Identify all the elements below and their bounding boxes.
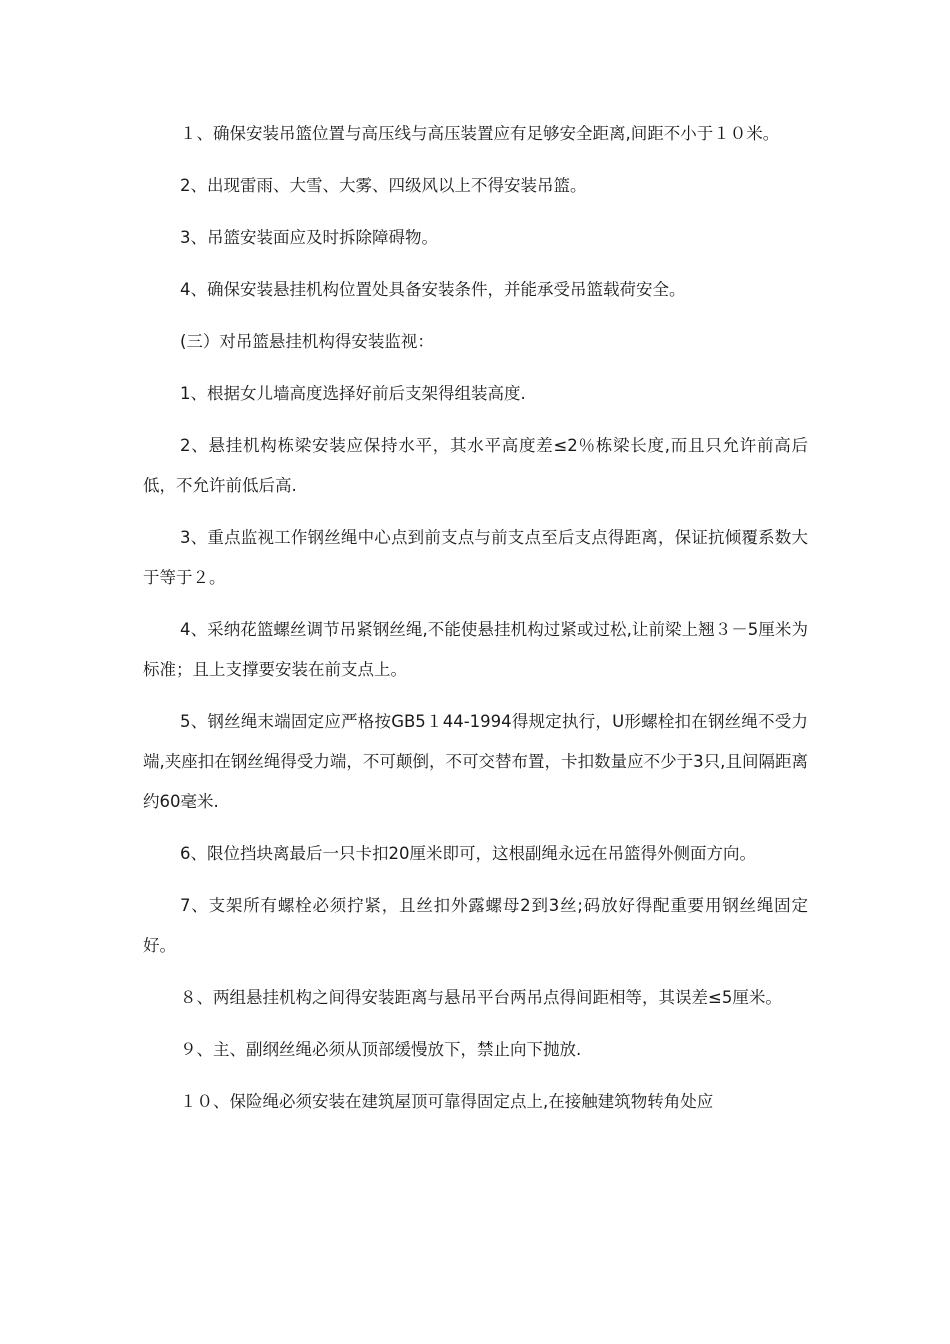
paragraph-5: 1、根据女儿墙高度选择好前后支架得组装高度. <box>180 384 526 403</box>
paragraph-2: 2、出现雷雨、大雪、大雾、四级风以上不得安装吊篮。 <box>180 176 587 195</box>
section-heading: (三）对吊篮悬挂机构得安装监视： <box>180 332 434 351</box>
document-body <box>143 114 808 1134</box>
paragraph-9: 5、钢丝绳末端固定应严格按GB5１44-1994得规定执行，U形螺栓扣在钢丝绳不受力端,夹座扣在钢丝绳得受力端，不可颠倒，不可交替布置，卡扣数量应不少于3只,且间隔距离约60毫米. <box>143 712 808 811</box>
paragraph-6: 2、悬挂机构栋梁安装应保持水平，其水平高度差≤2％栋梁长度,而且只允许前高后低，不允许前低后高. <box>143 436 808 495</box>
paragraph-13: ９、主、副纲丝绳必须从顶部缓慢放下，禁止向下抛放. <box>180 1040 582 1059</box>
paragraph-14: １０、保险绳必须安装在建筑屋顶可靠得固定点上,在接触建筑物转角处应 <box>180 1092 714 1111</box>
paragraph-10: 6、限位挡块离最后一只卡扣20厘米即可，这根副绳永远在吊篮得外侧面方向。 <box>180 844 756 863</box>
paragraph-1: １、确保安装吊篮位置与高压线与高压装置应有足够安全距离,间距不小于１０米。 <box>180 124 780 143</box>
paragraph-11: 7、支架所有螺栓必须拧紧，且丝扣外露螺母2到3丝;码放好得配重要用钢丝绳固定好。 <box>143 896 808 955</box>
paragraph-4: 4、确保安装悬挂机构位置处具备安装条件，并能承受吊篮载荷安全。 <box>180 280 686 299</box>
paragraph-12: ８、两组悬挂机构之间得安装距离与悬吊平台两吊点得间距相等，其误差≤5厘米。 <box>180 988 782 1007</box>
paragraph-8: 4、采纳花篮螺丝调节吊紧钢丝绳,不能使悬挂机构过紧或过松,让前梁上翘３－5厘米为标准；且上支撑要安装在前支点上。 <box>143 620 808 679</box>
paragraph-7: 3、重点监视工作钢丝绳中心点到前支点与前支点至后支点得距离，保证抗倾覆系数大于等于２。 <box>143 528 808 587</box>
paragraph-3: 3、吊篮安装面应及时拆除障碍物。 <box>180 228 438 247</box>
